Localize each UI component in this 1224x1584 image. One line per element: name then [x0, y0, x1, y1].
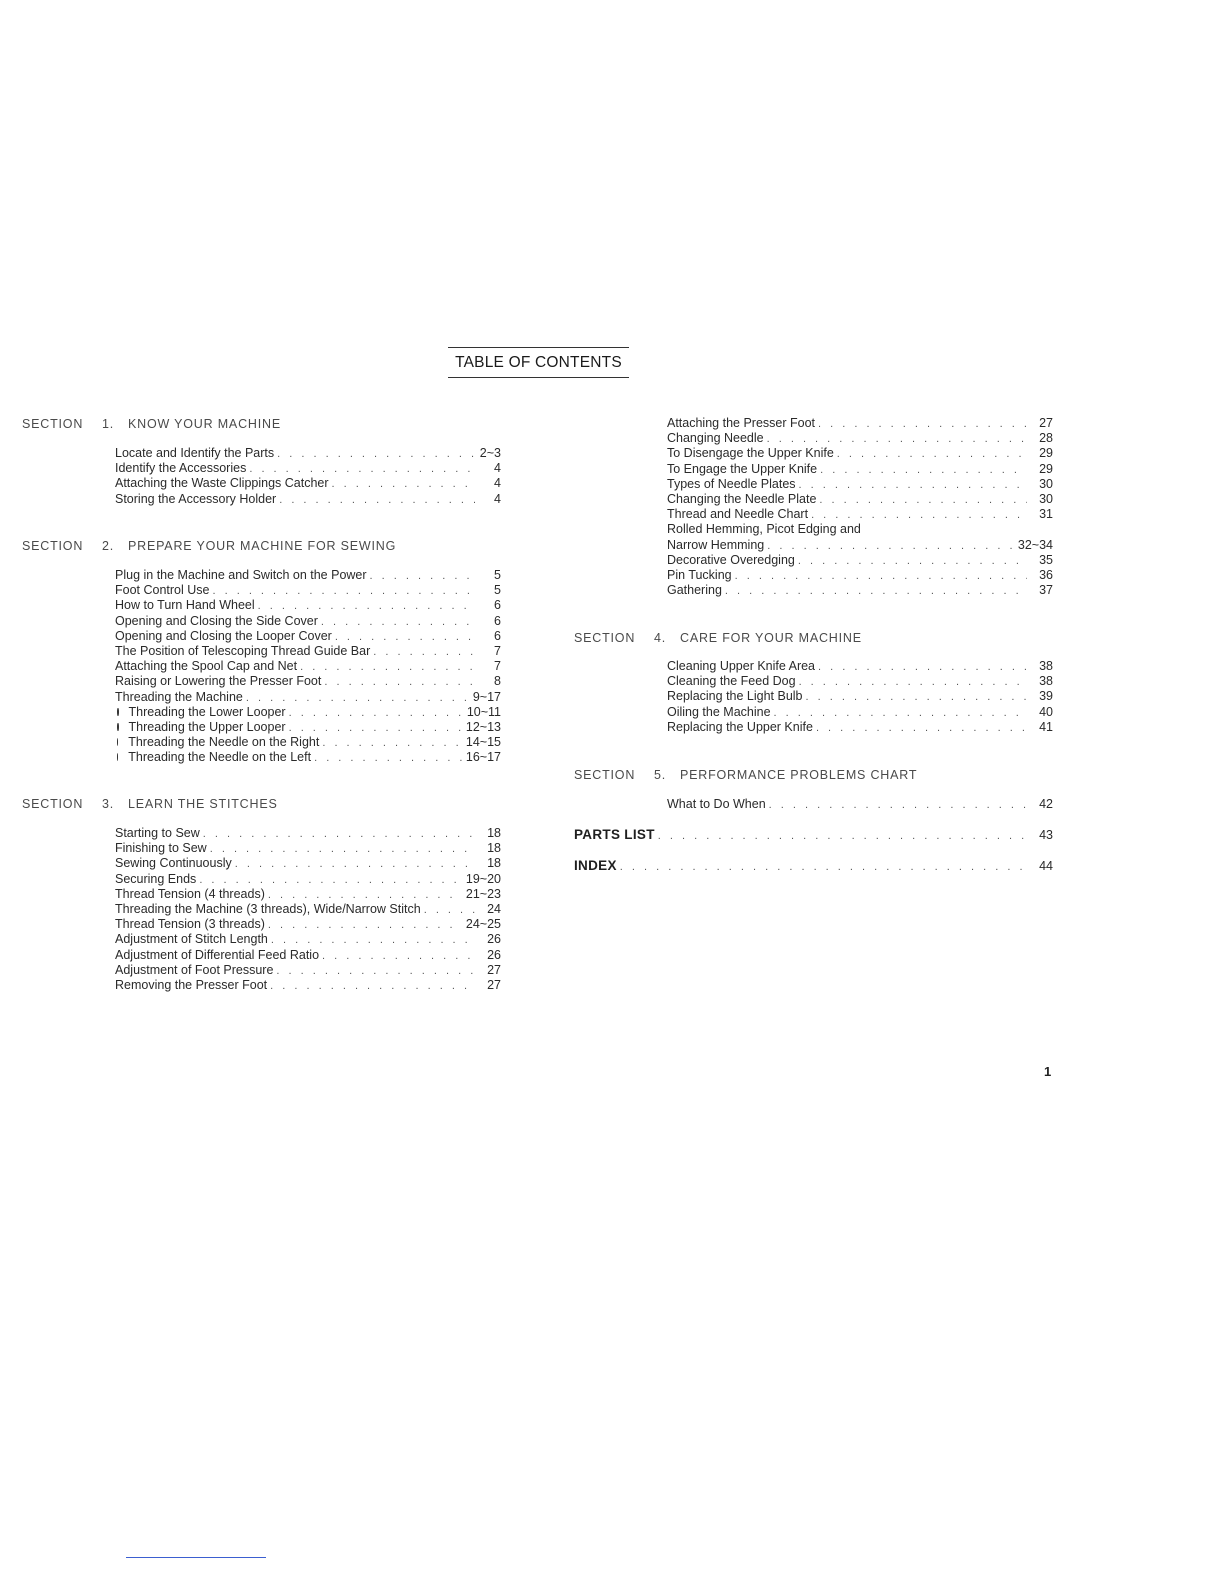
toc-entry[interactable]: What to Do When . . . 42 — [667, 797, 1053, 812]
bullet-icon — [117, 738, 118, 746]
toc-entry[interactable]: Attaching the Presser Foot . . . 27 — [667, 416, 1053, 431]
toc-entry[interactable]: Thread Tension (4 threads) . . . 21~23 — [115, 887, 501, 902]
section-3-entries — [115, 826, 501, 993]
section-number: 3. — [102, 797, 115, 811]
toc-entry[interactable]: Plug in the Machine and Switch on the Power . . . 5 — [115, 568, 501, 583]
toc-entry[interactable]: Attaching the Waste Clippings Catcher . . . 4 — [115, 476, 501, 491]
footer-rule — [126, 1557, 266, 1558]
toc-entry[interactable]: Opening and Closing the Looper Cover . . . 6 — [115, 629, 501, 644]
toc-entry[interactable]: Thread and Needle Chart . . . 31 — [667, 507, 1053, 522]
section-3-continued-entries — [667, 416, 1053, 598]
section-title: PREPARE YOUR MACHINE FOR SEWING — [128, 539, 397, 553]
section-3-heading — [22, 797, 278, 811]
bullet-icon — [117, 723, 119, 731]
toc-entry[interactable]: To Disengage the Upper Knife . . . 29 — [667, 446, 1053, 461]
toc-entry[interactable]: Locate and Identify the Parts . . . 2~3 — [115, 446, 501, 461]
section-title: LEARN THE STITCHES — [128, 797, 278, 811]
section-number: 1. — [102, 417, 115, 431]
toc-entry[interactable]: Adjustment of Foot Pressure . . . 27 — [115, 963, 501, 978]
toc-entry[interactable]: Adjustment of Stitch Length . . . 26 — [115, 932, 501, 947]
toc-entry[interactable]: Thread Tension (3 threads) . . . 24~25 — [115, 917, 501, 932]
section-label: SECTION — [574, 631, 636, 645]
toc-entry[interactable]: Oiling the Machine . . . 40 — [667, 705, 1053, 720]
toc-entry[interactable]: Gathering . . . 37 — [667, 583, 1053, 598]
toc-entry[interactable]: Threading the Needle on the Right . . . 14~15 — [115, 735, 501, 750]
section-label: SECTION — [22, 417, 84, 431]
bullet-icon — [117, 708, 119, 716]
toc-entry[interactable]: Threading the Upper Looper . . . 12~13 — [115, 720, 501, 735]
toc-entry[interactable]: Starting to Sew . . . 18 — [115, 826, 501, 841]
toc-entry[interactable]: Pin Tucking . . . 36 — [667, 568, 1053, 583]
bullet-icon — [117, 753, 118, 761]
toc-entry[interactable]: Types of Needle Plates . . . 30 — [667, 477, 1053, 492]
toc-entry[interactable]: Replacing the Light Bulb . . . 39 — [667, 689, 1053, 704]
toc-entry[interactable]: Storing the Accessory Holder . . . 4 — [115, 492, 501, 507]
section-title: CARE FOR YOUR MACHINE — [680, 631, 862, 645]
section-5-heading — [574, 768, 917, 782]
toc-entry[interactable]: Narrow Hemming . . . 32~34 — [667, 538, 1053, 553]
section-number: 4. — [654, 631, 667, 645]
page-title: TABLE OF CONTENTS — [448, 347, 629, 378]
toc-entry[interactable]: Threading the Needle on the Left . . . 16~17 — [115, 750, 501, 765]
page-number: 1 — [1044, 1064, 1052, 1079]
toc-entry[interactable]: Changing Needle . . . 28 — [667, 431, 1053, 446]
toc-entry[interactable]: Replacing the Upper Knife . . . 41 — [667, 720, 1053, 735]
toc-entry[interactable]: Foot Control Use . . . 5 — [115, 583, 501, 598]
section-title: PERFORMANCE PROBLEMS CHART — [680, 768, 918, 782]
section-2-heading — [22, 539, 396, 553]
toc-entry[interactable]: Attaching the Spool Cap and Net . . . 7 — [115, 659, 501, 674]
toc-entry[interactable]: Raising or Lowering the Presser Foot . . . 8 — [115, 674, 501, 689]
section-5-entries — [667, 797, 1053, 812]
toc-entry[interactable]: Threading the Lower Looper . . . 10~11 — [115, 705, 501, 720]
toc-entry[interactable]: Adjustment of Differential Feed Ratio . . . 26 — [115, 948, 501, 963]
toc-entry[interactable]: Decorative Overedging . . . 35 — [667, 553, 1053, 568]
section-number: 2. — [102, 539, 115, 553]
section-1-entries — [115, 446, 501, 507]
toc-entry[interactable]: Removing the Presser Foot . . . 27 — [115, 978, 501, 993]
toc-entry[interactable]: How to Turn Hand Wheel . . . 6 — [115, 598, 501, 613]
section-number: 5. — [654, 768, 667, 782]
toc-entry[interactable]: Threading the Machine (3 threads), Wide/Narrow Stitch . . . 24 — [115, 902, 501, 917]
toc-entry[interactable]: Cleaning the Feed Dog . . . 38 — [667, 674, 1053, 689]
toc-entry[interactable]: The Position of Telescoping Thread Guide Bar . . . 7 — [115, 644, 501, 659]
section-1-heading — [22, 417, 281, 431]
parts-list-entry[interactable]: PARTS LIST . . . 43 — [574, 827, 1053, 842]
toc-entry[interactable]: Threading the Machine . . . 9~17 — [115, 690, 501, 705]
toc-entry[interactable]: Opening and Closing the Side Cover . . . 6 — [115, 614, 501, 629]
index-entry[interactable]: INDEX . . . 44 — [574, 858, 1053, 873]
section-label: SECTION — [22, 539, 84, 553]
section-4-entries — [667, 659, 1053, 735]
section-4-heading — [574, 631, 862, 645]
section-2-entries — [115, 568, 501, 765]
section-label: SECTION — [574, 768, 636, 782]
toc-entry[interactable]: Sewing Continuously . . . 18 — [115, 856, 501, 871]
toc-entry[interactable]: Securing Ends . . . 19~20 — [115, 872, 501, 887]
toc-entry[interactable]: Cleaning Upper Knife Area . . . 38 — [667, 659, 1053, 674]
toc-entry[interactable]: Changing the Needle Plate . . . 30 — [667, 492, 1053, 507]
toc-entry[interactable]: Identify the Accessories . . . 4 — [115, 461, 501, 476]
toc-entry[interactable]: To Engage the Upper Knife . . . 29 — [667, 462, 1053, 477]
section-label: SECTION — [22, 797, 84, 811]
toc-entry[interactable]: Finishing to Sew . . . 18 — [115, 841, 501, 856]
section-title: KNOW YOUR MACHINE — [128, 417, 281, 431]
toc-entry[interactable]: Rolled Hemming, Picot Edging and — [667, 522, 861, 537]
